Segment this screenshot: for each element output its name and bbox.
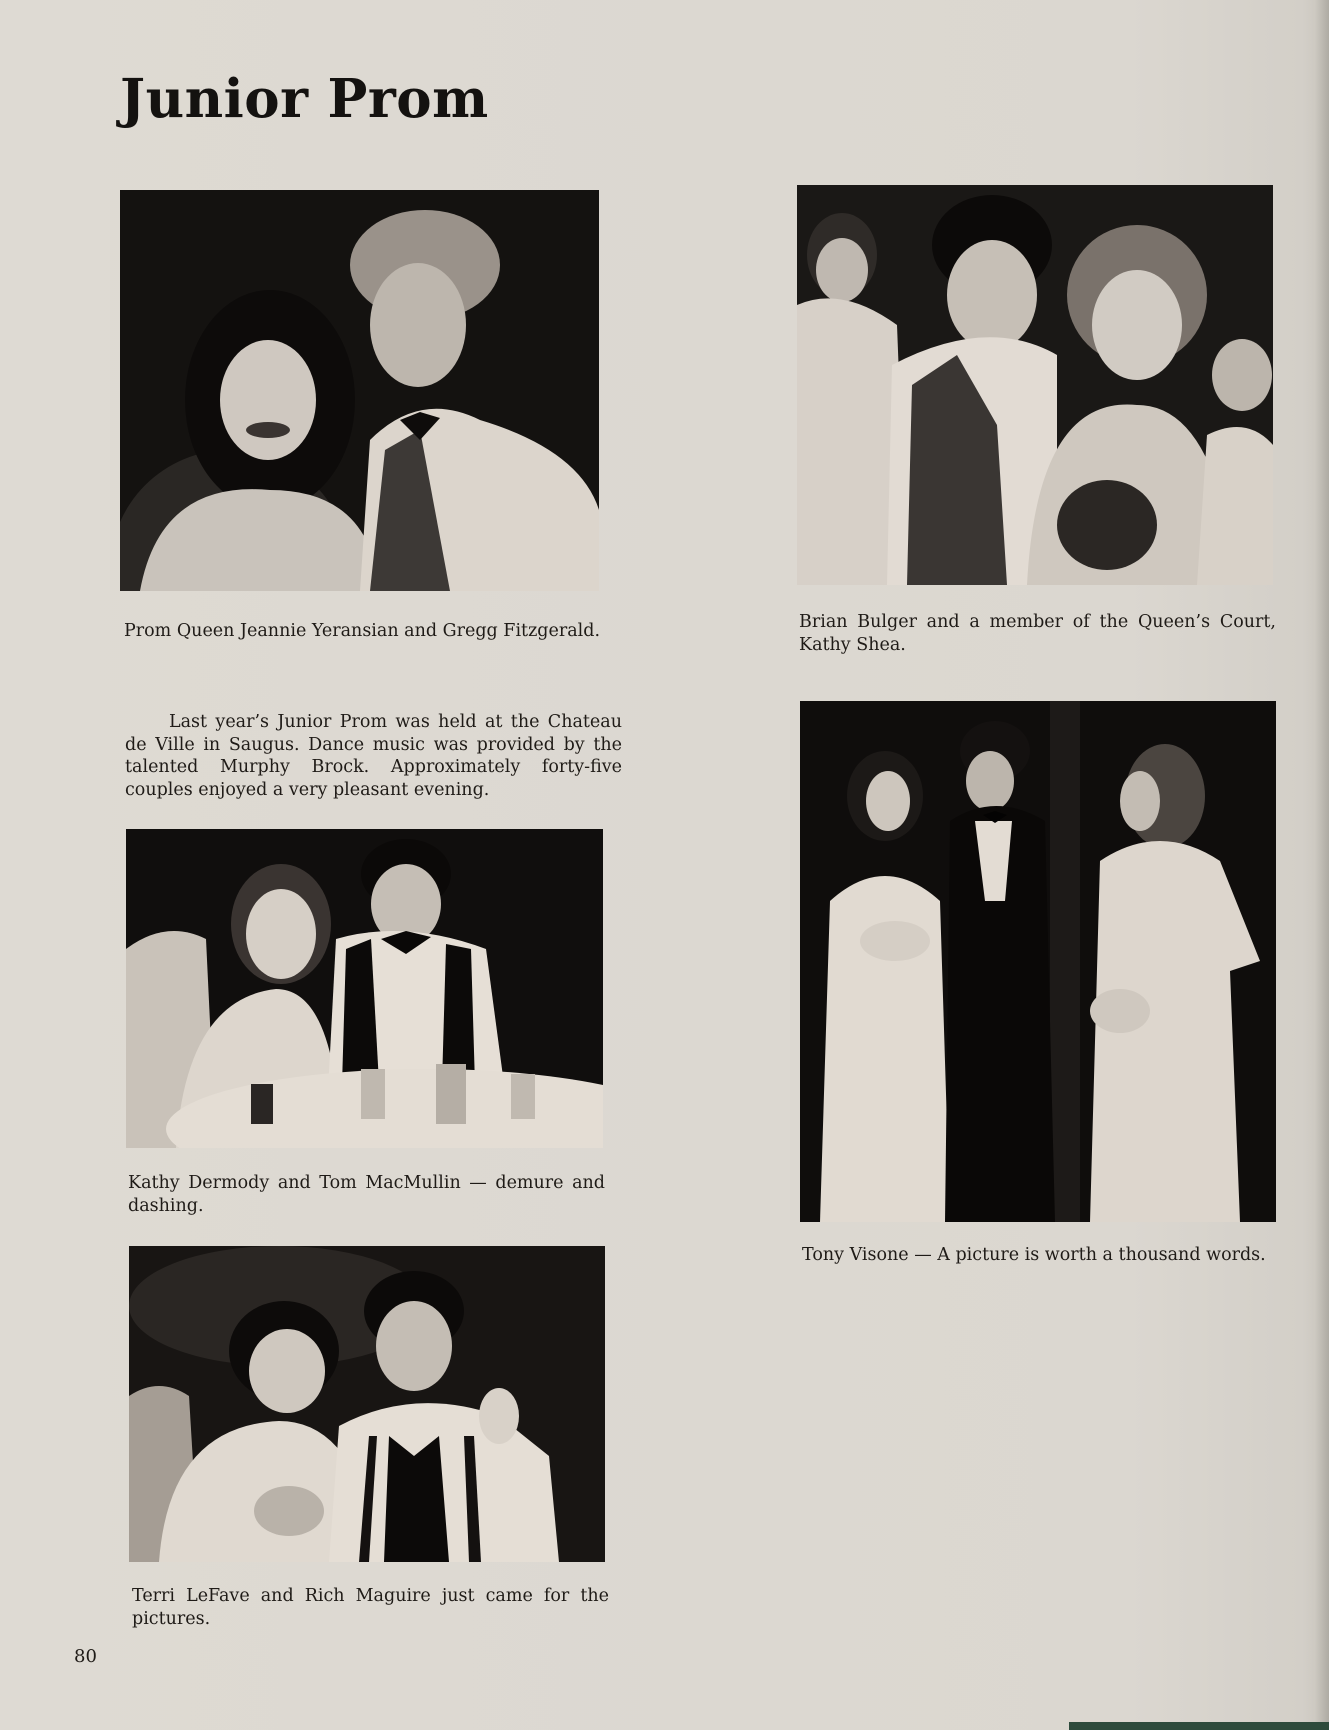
page-number: 80 xyxy=(74,1646,97,1667)
photo-brian-bulger xyxy=(797,185,1273,585)
page-edge-shadow xyxy=(1315,0,1329,1730)
photo-prom-queen-image xyxy=(120,190,599,591)
caption-tony-visone: Tony Visone — A picture is worth a thousand words. xyxy=(802,1245,1266,1265)
cover-edge-strip xyxy=(1069,1722,1329,1730)
caption-brian-bulger: Brian Bulger and a member of the Queen’s Court, Kathy Shea. xyxy=(799,612,1276,655)
caption-prom-queen: Prom Queen Jeannie Yeransian and Gregg Fitzgerald. xyxy=(124,621,601,641)
photo-tony-visone-image xyxy=(800,701,1276,1222)
caption-kathy-dermody: Kathy Dermody and Tom MacMullin — demure and dashing. xyxy=(128,1173,605,1216)
photo-kathy-dermody xyxy=(126,829,603,1148)
photo-prom-queen xyxy=(120,190,599,591)
photo-brian-bulger-image xyxy=(797,185,1273,585)
photo-terri-lefave-image xyxy=(129,1246,605,1562)
photo-kathy-dermody-image xyxy=(126,829,603,1148)
page-title: Junior Prom xyxy=(120,68,489,130)
photo-terri-lefave xyxy=(129,1246,605,1562)
photo-tony-visone xyxy=(800,701,1276,1222)
body-paragraph: Last year’s Junior Prom was held at the Chateau de Ville in Saugus. Dance music was provided by the talented Murphy Brock. Approximately forty-five couples enjoyed a very pleasant evening. xyxy=(125,712,622,800)
caption-terri-lefave: Terri LeFave and Rich Maguire just came for the pictures. xyxy=(132,1586,609,1629)
